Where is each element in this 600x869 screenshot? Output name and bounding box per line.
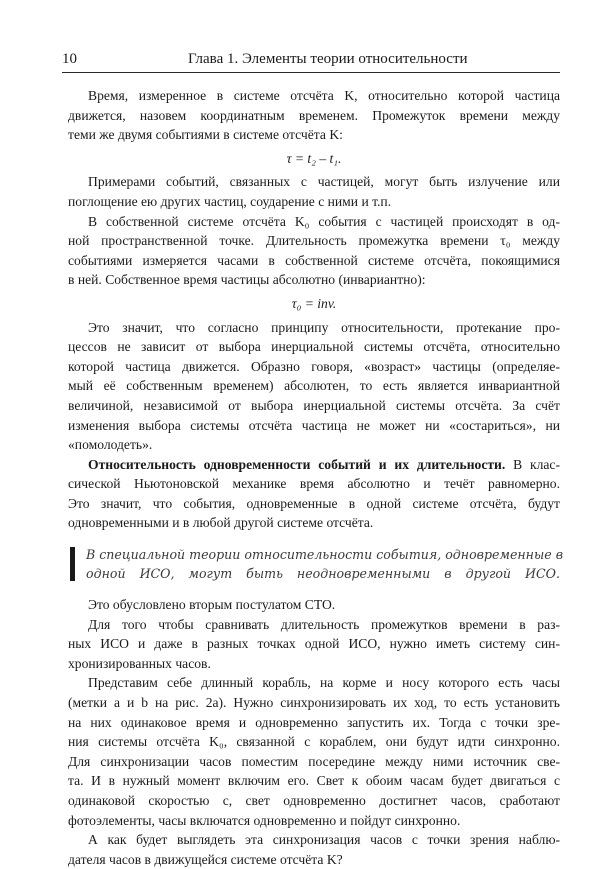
key-statement-callout <box>68 545 564 583</box>
text-line: ных ИСО и даже в разных точках одной ИСО, нужно иметь систему син- <box>68 636 560 652</box>
text-line: мый её собственным временем) абсолютен, то есть является инвариантной <box>68 378 560 394</box>
text-line: изменения выбора системы отсчёта частица не может ни «состариться», ни <box>68 417 560 433</box>
paragraph-simultaneity <box>68 455 560 533</box>
text-fragment: В клас- <box>505 456 560 472</box>
text-line: величиной, независимой от выбора инерциальной системы отсчёта. За счёт <box>68 397 560 413</box>
text-line: одинаковой скоростью c, свет одновременно достигнет часов, сработают <box>68 793 560 808</box>
paragraph-ship <box>68 673 560 830</box>
text-line: Это значит, что события, одновременные в одной системе отсчёта, будут <box>68 495 560 511</box>
page-number: 10 <box>62 51 77 67</box>
paragraph-invariance <box>68 318 560 455</box>
text-line: Время, измеренное в системе отсчёта K, относительно которой частица <box>88 88 560 103</box>
paragraph-event-examples <box>68 172 560 211</box>
text-line: Это значит, что согласно принципу относительности, протекание про- <box>88 319 560 335</box>
text-line: хронизированных часов. <box>68 655 211 671</box>
paragraph-observer <box>68 830 560 869</box>
page-body <box>68 86 564 869</box>
section-heading: Относительность одновременности событий и их длительности. <box>88 456 506 472</box>
text-line: событиями измеряется часами в собственной системе отсчёта, покоящимися <box>68 252 560 268</box>
text-line: ния системы отсчёта K₀, связанной с кораблем, они будут идти синхронно. <box>68 734 560 750</box>
text-line: фотоэлементы, часы включатся одновременно и пойдут синхронно. <box>68 812 461 828</box>
text-line: Для синхронизации часов поместим посередине между ними источник све- <box>68 753 560 769</box>
text-line: дателя часов в движущейся системе отсчёта K? <box>68 851 343 867</box>
text-line: движется, назовем координатным временем. Промежуток времени между <box>68 107 560 123</box>
text-line: сической Ньютоновской механике время абсолютно и течёт равномерно. <box>68 476 560 492</box>
text-line: «помолодеть». <box>68 437 153 453</box>
paragraph-sync-need <box>68 615 560 674</box>
running-header <box>62 50 560 72</box>
callout-line: одной ИСО, могут быть неодновременными в другой ИСО. <box>86 566 560 582</box>
text-line: одновременными и в любой другой системе отсчёта. <box>68 515 374 531</box>
callout-line: В специальной теории относительности события, одновременные в <box>86 547 564 563</box>
text-line: Представим себе длинный корабль, на корме и носу которого есть часы <box>88 675 560 691</box>
chapter-title: Глава 1. Элементы теории относительности <box>188 51 468 67</box>
text-line: (метки a и b на рис. 2а). Нужно синхронизировать их ход, то есть установить <box>68 695 560 711</box>
text-line: которой частица движется. Образно говоря, «возраст» частицы (определяе- <box>68 358 560 374</box>
header-rule <box>62 72 560 73</box>
text-line: Это обусловлено вторым постулатом СТО. <box>88 597 336 613</box>
text-line: теми же двумя событиями в системе отсчёта K: <box>68 127 343 143</box>
formula-tau0: τ₀ = inv. <box>291 295 337 311</box>
text-line: поглощение ею других частиц, соударение с ними и т.п. <box>68 193 392 209</box>
text-line: та. И в нужный момент включим его. Свет к обоим часам будет двигаться с <box>68 773 560 789</box>
paragraph-postulate <box>68 595 560 615</box>
text-line: на них одинаковое время и одновременно запустить их. Тогда с точки зре- <box>68 714 560 730</box>
text-line: цессов не зависит от выбора инерциальной системы отсчёта, относительно <box>68 339 560 355</box>
callout-bar <box>70 547 75 581</box>
text-line <box>68 455 560 475</box>
paragraph-coordinate-time <box>68 86 560 145</box>
text-line: Примерами событий, связанных с частицей, могут быть излучение или <box>88 174 560 190</box>
text-line: В собственной системе отсчёта K₀ события с частицей происходят в од- <box>88 213 560 229</box>
formula-tau: τ = t₂ – t₁. <box>286 150 342 166</box>
paragraph-proper-frame <box>68 212 560 290</box>
text-line: в ней. Собственное время частицы абсолютно (инвариантно): <box>68 272 426 288</box>
text-line: Для того чтобы сравнивать длительность промежутков времени в раз- <box>88 616 560 632</box>
text-line: ной пространственной точке. Длительность промежутка времени τ₀ между <box>68 233 560 249</box>
text-line: А как будет выглядеть эта синхронизация часов с точки зрения наблю- <box>88 832 560 848</box>
